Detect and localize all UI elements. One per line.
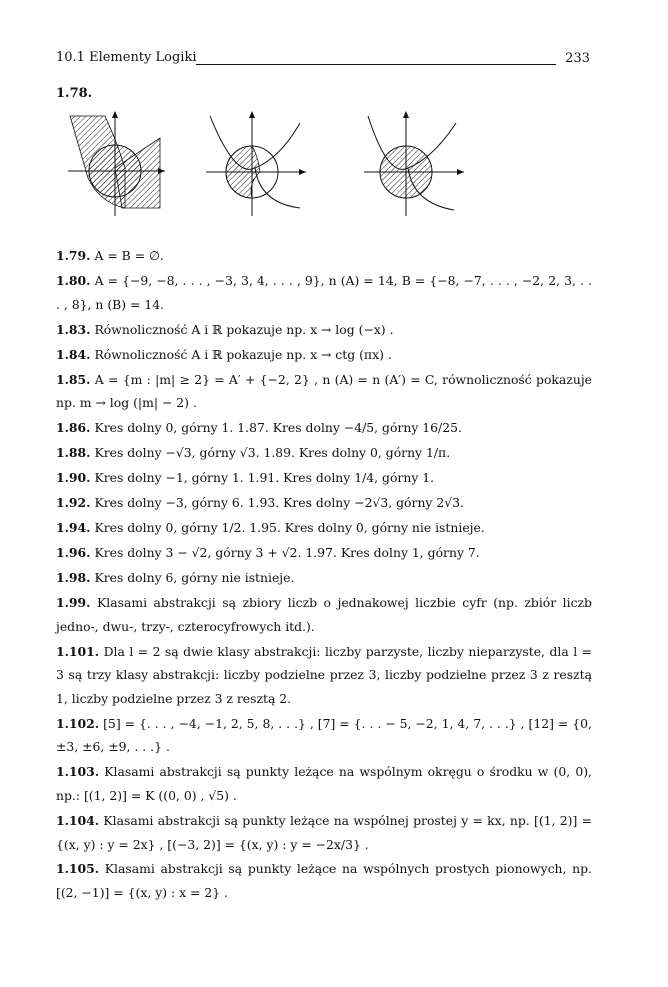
solution-number: 1.79.: [56, 248, 91, 263]
solution-number: 1.103.: [56, 764, 100, 780]
solution-number: 1.83.: [56, 321, 91, 337]
solution-text: Klasami abstrakcji są zbiory liczb o jednakowej liczbie cyfr (np. zbiór liczb jedno-, dwu-, trzy-, czterocyfrowych itd.).: [56, 595, 592, 634]
solution-number: 1.105.: [56, 861, 100, 877]
solution-number: 1.92.: [56, 495, 91, 511]
figure-label: 1.78.: [56, 86, 93, 101]
solution-paragraph: [56, 491, 592, 515]
solution-paragraph: [56, 566, 592, 590]
solution-text: Kres dolny 0, górny 1. 1.87. Kres dolny −4/5, górny 16/25.: [90, 420, 462, 436]
solution-text: Kres dolny −√3, górny √3. 1.89. Kres dolny 0, górny 1/π.: [90, 445, 451, 461]
solution-paragraph: [56, 516, 592, 540]
solution-paragraph: [56, 343, 592, 367]
solution-number: 1.84.: [56, 346, 91, 362]
solution-number: 1.98.: [56, 570, 91, 586]
solution-paragraph: [56, 441, 592, 465]
figure-row: [60, 108, 480, 218]
section-title: 10.1 Elementy Logiki: [56, 50, 197, 65]
solution-paragraph: [56, 244, 592, 268]
solution-paragraph: [56, 712, 592, 759]
x-axis-arrow: [158, 168, 165, 174]
solution-paragraph: [56, 466, 592, 490]
solution-paragraph: [56, 640, 592, 711]
solution-text: Dla l = 2 są dwie klasy abstrakcji: liczby parzyste, liczby nieparzyste, dla l = 3 są trzy klasy abstrakcji: liczby podzielne przez 3, liczby podzielne przez 3 z resztą 1, liczby podzielne przez 3 z resztą 2.: [56, 643, 592, 706]
solution-text: A = {−9, −8, . . . , −3, 3, 4, . . . , 9}, n (A) = 14, B = {−8, −7, . . . , −2, 2, 3, . . . , 8}, n (B) = 14.: [56, 272, 592, 312]
solution-paragraph: [56, 760, 592, 807]
solutions-text: [56, 244, 592, 905]
figure-1-78-b: [200, 108, 310, 218]
y-axis-arrow: [403, 111, 409, 118]
solution-paragraph: [56, 857, 592, 904]
running-header: [56, 50, 590, 70]
solution-text: A = B = ∅.: [90, 248, 164, 263]
figure-1-78-a: [60, 108, 170, 218]
solution-number: 1.94.: [56, 520, 91, 536]
solution-text: Klasami abstrakcji są punkty leżące na wspólnych prostych pionowych, np. [(2, −1)] = {(x, y) : x = 2} .: [56, 861, 592, 901]
x-axis-arrow: [299, 169, 306, 175]
solution-paragraph: [56, 809, 592, 856]
solution-number: 1.80.: [56, 272, 91, 288]
solution-text: Klasami abstrakcji są punkty leżące na wspólnej prostej y = kx, np. [(1, 2)] = {(x, y) : y = 2x} , [(−3, 2)] = {(x, y) : y = −2x/3} .: [56, 812, 592, 852]
solution-number: 1.96.: [56, 545, 91, 561]
figure-1-78-c: [358, 108, 468, 218]
y-axis-arrow: [112, 111, 118, 118]
page-number: 233: [565, 51, 590, 66]
solution-paragraph: [56, 269, 592, 316]
header-rule: [196, 64, 556, 65]
solution-paragraph: [56, 368, 592, 415]
solution-text: [5] = {. . . , −4, −1, 2, 5, 8, . . .} , [7] = {. . . − 5, −2, 1, 4, 7, . . .} , [12] = {0, ±3, ±6, ±9, . . .} .: [56, 715, 592, 755]
solution-text: Klasami abstrakcji są punkty leżące na wspólnym okręgu o środku w (0, 0), np.: [(1, 2)] = K ((0, 0) , √5) .: [56, 764, 592, 803]
solution-number: 1.104.: [56, 812, 100, 828]
solution-text: Kres dolny 6, górny nie istnieje.: [90, 570, 295, 586]
solution-paragraph: [56, 541, 592, 565]
solution-text: Kres dolny −3, górny 6. 1.93. Kres dolny −2√3, górny 2√3.: [90, 495, 464, 511]
solution-paragraph: [56, 416, 592, 440]
solution-text: Kres dolny −1, górny 1. 1.91. Kres dolny 1/4, górny 1.: [90, 470, 435, 486]
solution-text: A = {m : |m| ≥ 2} = A′ + {−2, 2} , n (A) = n (A′) = C, równoliczność pokazuje np. m → log (|m| − 2) .: [56, 371, 592, 411]
solution-paragraph: [56, 591, 592, 638]
solution-number: 1.86.: [56, 420, 91, 436]
solution-number: 1.85.: [56, 371, 91, 387]
solution-number: 1.88.: [56, 445, 91, 461]
solution-number: 1.101.: [56, 643, 100, 659]
solution-paragraph: [56, 318, 592, 342]
x-axis-arrow: [457, 169, 464, 175]
solution-number: 1.102.: [56, 715, 100, 731]
solution-text: Kres dolny 0, górny 1/2. 1.95. Kres dolny 0, górny nie istnieje.: [90, 520, 485, 536]
y-axis-arrow: [249, 111, 255, 118]
solution-number: 1.90.: [56, 470, 91, 486]
solution-text: Kres dolny 3 − √2, górny 3 + √2. 1.97. Kres dolny 1, górny 7.: [90, 545, 480, 561]
solution-text: Równoliczność A i ℝ pokazuje np. x → ctg (πx) .: [90, 346, 392, 362]
solution-number: 1.99.: [56, 595, 91, 610]
solution-text: Równoliczność A i ℝ pokazuje np. x → log (−x) .: [90, 321, 394, 337]
